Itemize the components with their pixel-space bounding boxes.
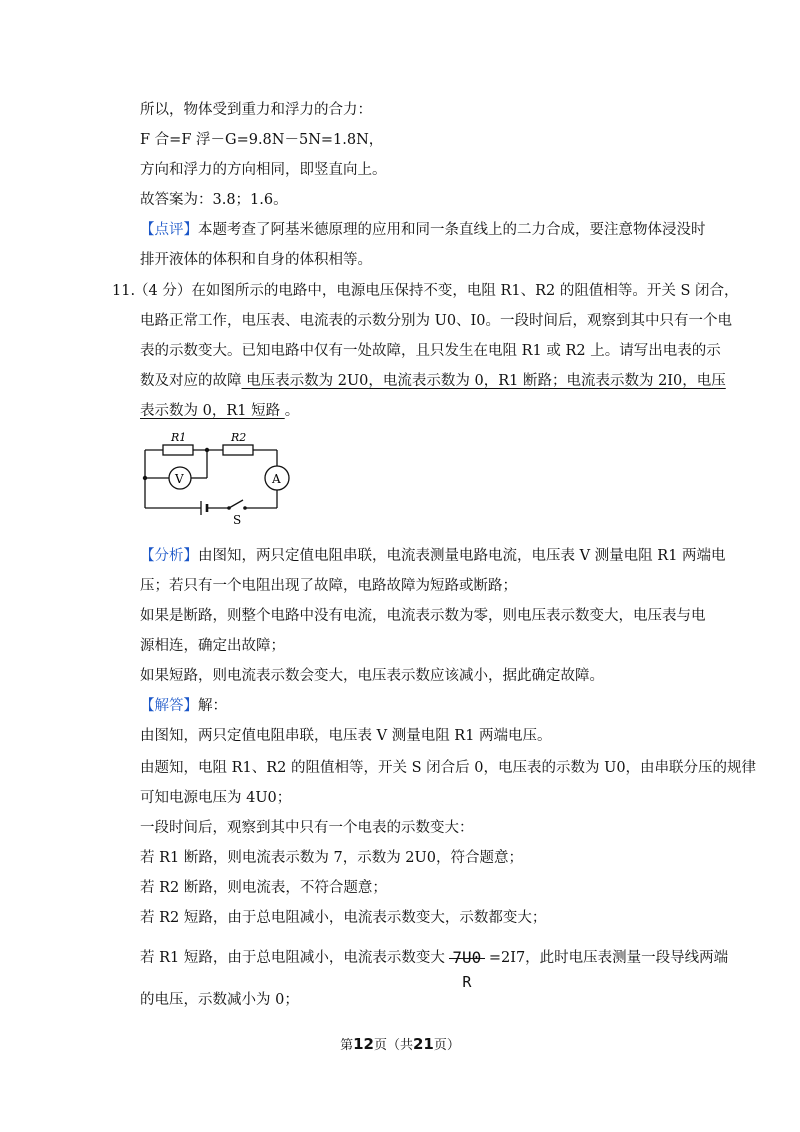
voltmeter-label: V [175,472,184,486]
solution-text: 若 R1 短路，由于总电阻减小，电流表示数变大 [140,950,445,966]
solution-line: 一段时间后，观察到其中只有一个电表的示数变大： [140,820,474,836]
circuit-diagram [135,428,295,528]
footer-text: 第 [340,1038,354,1053]
junction-dot [205,448,209,452]
r2-label: R2 [231,431,247,444]
analysis-line: 压；若只有一个电阻出现了故障，电路故障为短路或断路； [140,578,517,594]
solution-line: 可知电源电压为 4U0； [140,790,292,806]
footer-text: 页（共 [373,1038,413,1053]
page-number: 12 [353,1035,374,1053]
question-line: 电路正常工作，电压表、电流表的示数分别为 U0、I0。一段时间后，观察到其中只有一个电 [140,313,733,329]
solution-text: =2I7，此时电压表测量一段导线两端 [488,950,729,966]
answer-blank: 表示数为 0，R1 短路 [140,403,285,419]
ammeter-label: A [272,472,281,486]
analysis-line [140,546,726,566]
r1-label: R1 [171,431,187,444]
question-line: （4 分）在如图所示的电路中，电源电压保持不变，电阻 R1、R2 的阻值相等。开关 S 闭合， [134,283,739,299]
question-line [140,401,299,421]
analysis-line: 如果短路，则电流表示数会变大，电压表示数应该减小，据此确定故障。 [140,668,604,684]
analysis-line: 如果是断路，则整个电路中没有电流，电流表示数为零，则电压表示数变大，电压表与电 [140,608,706,624]
page-footer [0,1034,800,1053]
answer-line: 故答案为：3.8；1.6。 [140,192,288,208]
comment-line [140,220,706,240]
question-text: 。 [284,403,300,419]
comment-text: 本题考查了阿基米德原理的应用和同一条直线上的二力合成，要注意物体浸没时 [198,222,706,238]
analysis-text: 由图知，两只定值电阻串联，电流表测量电路电流，电压表 V 测量电阻 R1 两端电 [198,548,726,564]
question-line: 表的示数变大。已知电路中仅有一处故障，且只发生在电阻 R1 或 R2 上。请写出电表的示 [140,343,721,359]
solution-line: 若 R2 断路，则电流表，不符合题意； [140,880,387,896]
question-text: 数及对应的故障 [140,373,242,389]
solution-line [140,936,729,991]
fraction-numerator: 7U0 [452,948,482,967]
analysis-line: 源相连，确定出故障； [140,638,285,654]
fraction [447,936,487,991]
solution-line: 的电压，示数减小为 0； [140,992,299,1008]
solution-line [140,696,227,716]
question-line [140,371,726,391]
footer-text: 页） [433,1038,460,1053]
solution-line: 若 R1 断路，则电流表示数为 7，示数为 2U0，符合题意； [140,850,523,866]
text-line: 所以，物体受到重力和浮力的合力： [140,102,372,118]
solution-line: 若 R2 短路，由于总电阻减小，电流表示数变大，示数都变大； [140,910,547,926]
solution-tag: 【解答】 [140,698,198,714]
fraction-denominator: R [462,973,472,991]
fraction-bar [449,958,485,959]
analysis-tag: 【分析】 [140,548,198,564]
page-total: 21 [413,1035,434,1053]
question-number: 11. [112,283,136,299]
solution-text: 解： [198,698,227,714]
text-line: 方向和浮力的方向相同，即竖直向上。 [140,162,387,178]
text-line: 排开液体的体积和自身的体积相等。 [140,252,372,268]
junction-dot [143,476,147,480]
formula-line: F 合=F 浮－G=9.8N－5N=1.8N， [140,132,384,148]
comment-tag: 【点评】 [140,222,198,238]
solution-line: 由图知，两只定值电阻串联，电压表 V 测量电阻 R1 两端电压。 [140,728,552,744]
solution-line: 由题知，电阻 R1、R2 的阻值相等，开关 S 闭合后 0，电压表的示数为 U0，由串联分压的规律 [140,760,757,776]
answer-blank: 电压表示数为 2U0，电流表示数为 0，R1 断路；电流表示数为 2I0，电压 [241,373,726,389]
switch-label: S [233,513,242,527]
